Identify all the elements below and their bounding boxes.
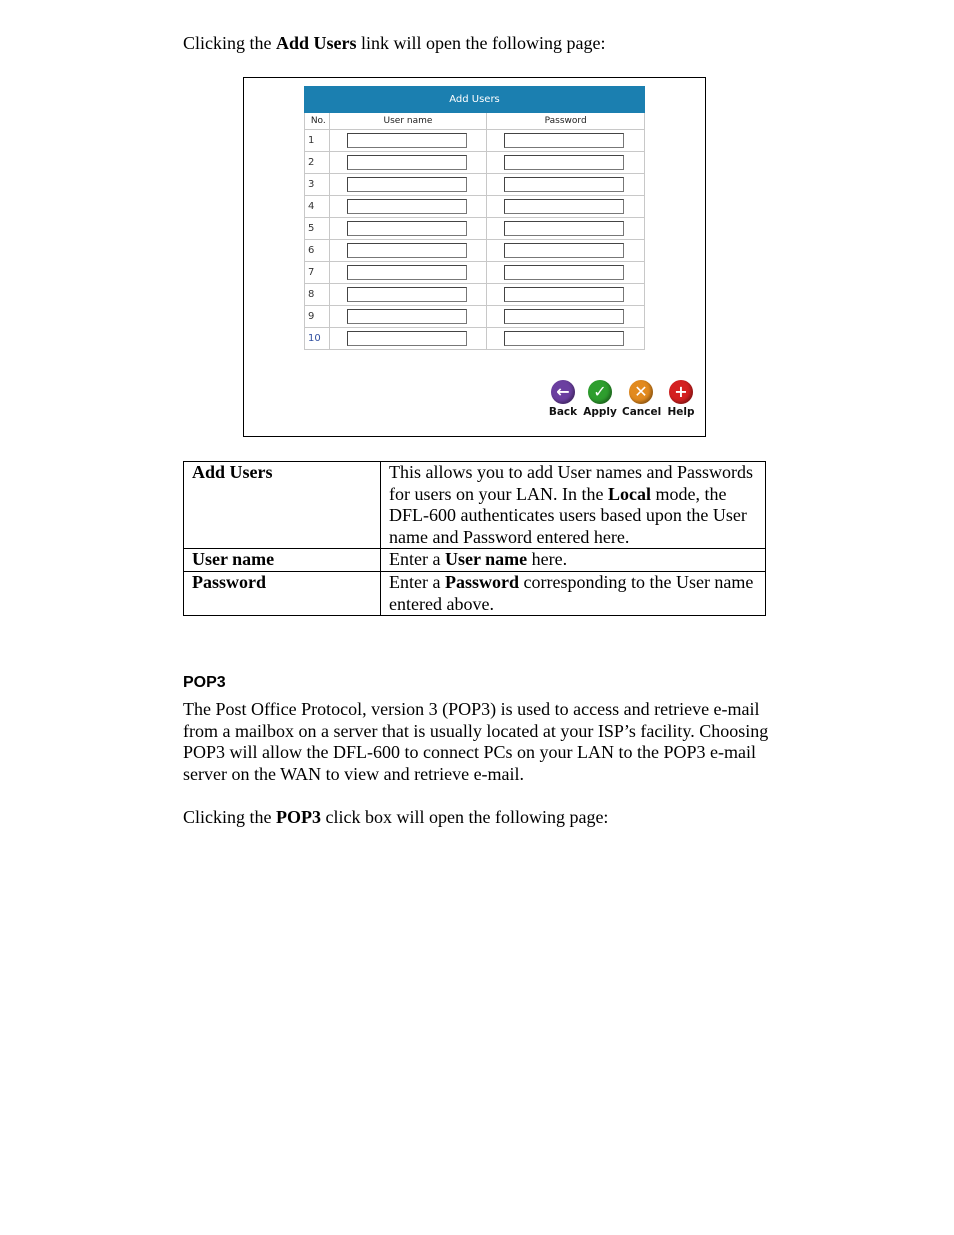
user-row bbox=[305, 284, 645, 306]
username-cell bbox=[329, 174, 487, 196]
row-number: 6 bbox=[305, 240, 330, 262]
plus-icon: + bbox=[669, 380, 693, 404]
password-cell bbox=[487, 306, 645, 328]
form-title: Add Users bbox=[305, 87, 645, 113]
password-input[interactable] bbox=[504, 133, 624, 148]
row-number: 7 bbox=[305, 262, 330, 284]
row-number: 9 bbox=[305, 306, 330, 328]
cancel-button[interactable]: ✕ Cancel bbox=[622, 382, 662, 418]
table-row bbox=[184, 571, 766, 615]
column-header-no: No. bbox=[305, 113, 330, 130]
intro-paragraph: Clicking the Add Users link will open the following page: bbox=[183, 33, 606, 53]
password-input[interactable] bbox=[504, 221, 624, 236]
username-cell bbox=[329, 196, 487, 218]
row-number: 2 bbox=[305, 152, 330, 174]
pop3-description: The Post Office Protocol, version 3 (POP3) is used to access and retrieve e-mail from a mailbox on a server that is usually located at your ISP’s facility. Choosing POP3 will allow the DFL-600 to connect PCs on your LAN to the POP3 e-mail server on the WAN to view and retrieve e-mail. bbox=[183, 699, 769, 784]
username-cell bbox=[329, 328, 487, 350]
user-row bbox=[305, 130, 645, 152]
password-input[interactable] bbox=[504, 177, 624, 192]
pop3-heading: POP3 bbox=[183, 674, 226, 691]
password-cell bbox=[487, 240, 645, 262]
username-cell bbox=[329, 130, 487, 152]
user-row bbox=[305, 240, 645, 262]
apply-button[interactable]: ✓ Apply bbox=[583, 382, 617, 418]
user-row bbox=[305, 328, 645, 350]
username-input[interactable] bbox=[347, 155, 467, 170]
back-button[interactable]: ← Back bbox=[548, 382, 578, 418]
user-row bbox=[305, 174, 645, 196]
password-input[interactable] bbox=[504, 309, 624, 324]
definition-user-name: Enter a User name here. bbox=[381, 549, 766, 572]
username-cell bbox=[329, 284, 487, 306]
back-arrow-icon: ← bbox=[551, 380, 575, 404]
row-number: 5 bbox=[305, 218, 330, 240]
password-input[interactable] bbox=[504, 331, 624, 346]
password-cell bbox=[487, 152, 645, 174]
column-header-password: Password bbox=[487, 113, 645, 130]
username-input[interactable] bbox=[347, 331, 467, 346]
term-user-name: User name bbox=[184, 549, 381, 572]
user-row bbox=[305, 262, 645, 284]
password-input[interactable] bbox=[504, 287, 624, 302]
row-number: 10 bbox=[305, 328, 330, 350]
table-row bbox=[184, 462, 766, 549]
add-users-screenshot bbox=[243, 77, 706, 437]
username-input[interactable] bbox=[347, 133, 467, 148]
password-input[interactable] bbox=[504, 243, 624, 258]
username-input[interactable] bbox=[347, 221, 467, 236]
username-cell bbox=[329, 262, 487, 284]
username-cell bbox=[329, 152, 487, 174]
row-number: 1 bbox=[305, 130, 330, 152]
password-input[interactable] bbox=[504, 265, 624, 280]
column-header-username: User name bbox=[329, 113, 487, 130]
username-cell bbox=[329, 218, 487, 240]
username-input[interactable] bbox=[347, 265, 467, 280]
username-cell bbox=[329, 306, 487, 328]
term-password: Password bbox=[184, 571, 381, 615]
user-row bbox=[305, 152, 645, 174]
username-input[interactable] bbox=[347, 177, 467, 192]
username-input[interactable] bbox=[347, 309, 467, 324]
cross-icon: ✕ bbox=[629, 380, 653, 404]
password-cell bbox=[487, 218, 645, 240]
username-input[interactable] bbox=[347, 287, 467, 302]
row-number: 4 bbox=[305, 196, 330, 218]
row-number: 8 bbox=[305, 284, 330, 306]
password-cell bbox=[487, 196, 645, 218]
user-row bbox=[305, 306, 645, 328]
password-input[interactable] bbox=[504, 199, 624, 214]
checkmark-icon: ✓ bbox=[588, 380, 612, 404]
term-add-users: Add Users bbox=[184, 462, 381, 549]
username-input[interactable] bbox=[347, 243, 467, 258]
password-cell bbox=[487, 174, 645, 196]
password-cell bbox=[487, 284, 645, 306]
password-input[interactable] bbox=[504, 155, 624, 170]
username-input[interactable] bbox=[347, 199, 467, 214]
username-cell bbox=[329, 240, 487, 262]
help-button[interactable]: + Help bbox=[667, 382, 695, 418]
row-number: 3 bbox=[305, 174, 330, 196]
add-users-form-table bbox=[304, 86, 645, 350]
password-cell bbox=[487, 328, 645, 350]
password-cell bbox=[487, 130, 645, 152]
definition-password: Enter a Password corresponding to the User name entered above. bbox=[381, 571, 766, 615]
definition-add-users: This allows you to add User names and Passwords for users on your LAN. In the Local mode, the DFL-600 authenticates users based upon the User name and Password entered here. bbox=[381, 462, 766, 549]
user-row bbox=[305, 218, 645, 240]
user-row bbox=[305, 196, 645, 218]
table-row bbox=[184, 549, 766, 572]
password-cell bbox=[487, 262, 645, 284]
description-table bbox=[183, 461, 766, 616]
pop3-click-paragraph: Clicking the POP3 click box will open the following page: bbox=[183, 807, 609, 827]
